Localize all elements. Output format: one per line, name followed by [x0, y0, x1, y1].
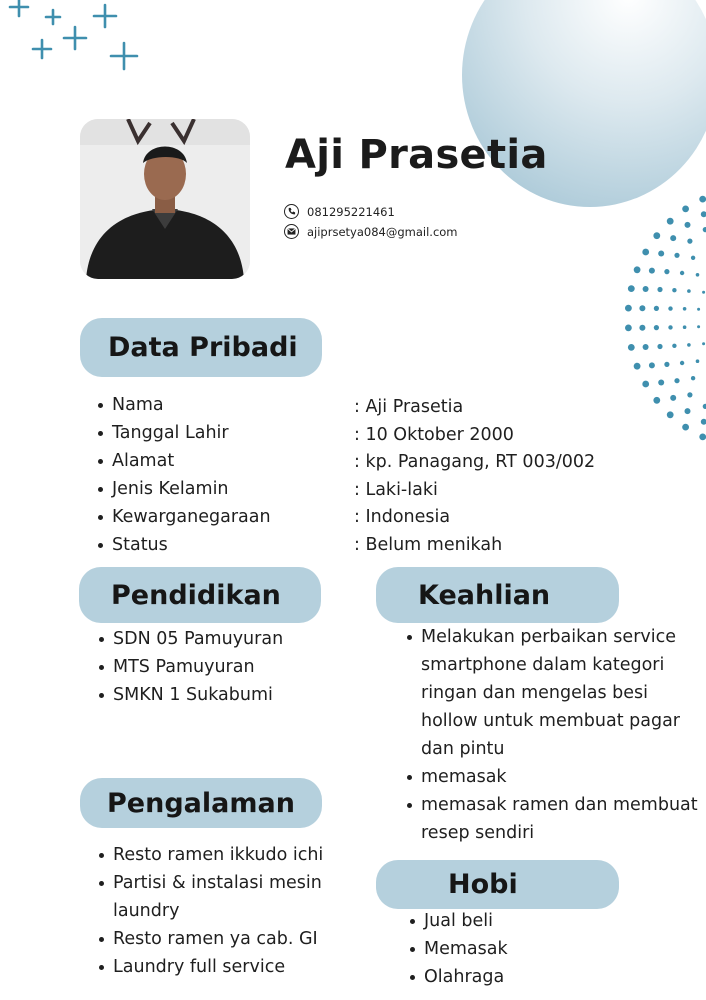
dot-pattern-decoration — [625, 196, 706, 441]
person-name: Aji Prasetia — [285, 132, 548, 178]
education-list — [97, 625, 283, 709]
field-label: Nama — [96, 391, 271, 419]
list-item: Resto ramen ikkudo ichi — [97, 841, 347, 869]
decoration-dot — [670, 235, 676, 241]
decoration-dot — [657, 344, 662, 349]
list-item: Partisi & instalasi mesin laundry — [97, 869, 347, 925]
decoration-dot — [682, 424, 689, 431]
decoration-dot — [702, 342, 705, 345]
decoration-dot — [687, 239, 692, 244]
field-value: : 10 Oktober 2000 — [354, 424, 514, 445]
decoration-dot — [642, 381, 649, 388]
field-label: Status — [96, 531, 271, 559]
decoration-dot — [667, 411, 674, 418]
decoration-dot — [674, 253, 679, 258]
section-title: Keahlian — [418, 579, 551, 611]
section-heading-keahlian — [376, 567, 619, 623]
decoration-dot — [683, 325, 687, 329]
decoration-dot — [687, 392, 692, 397]
decoration-dot — [634, 363, 641, 370]
field-label: Alamat — [96, 447, 271, 475]
decoration-dot — [653, 232, 660, 239]
decoration-dot — [628, 344, 635, 351]
decoration-dot — [668, 306, 672, 310]
decoration-dot — [634, 266, 641, 273]
decoration-dot — [701, 419, 706, 425]
field-label: Jenis Kelamin — [96, 475, 271, 503]
phone-icon — [284, 204, 299, 219]
section-heading-pengalaman — [80, 778, 322, 828]
section-title: Data Pribadi — [108, 332, 298, 363]
personal-data-labels — [96, 391, 271, 559]
decoration-dot — [685, 222, 691, 228]
list-item: MTS Pamuyuran — [97, 653, 283, 681]
decoration-dot — [649, 268, 655, 274]
decoration-dot — [658, 380, 664, 386]
decoration-dot — [643, 344, 649, 350]
decoration-dot — [628, 285, 635, 292]
decoration-dot — [642, 249, 649, 256]
decoration-dot — [672, 344, 676, 348]
decoration-dot — [682, 206, 689, 213]
decoration-dot — [658, 251, 664, 257]
personal-data-values — [354, 394, 595, 559]
decoration-dot — [639, 305, 645, 311]
field-value: : kp. Panagang, RT 003/002 — [354, 452, 596, 472]
list-item: Laundry full service — [97, 953, 347, 981]
list-item: SDN 05 Pamuyuran — [97, 625, 283, 653]
decoration-dot — [668, 325, 672, 329]
decoration-dot — [664, 269, 669, 274]
list-item: Olahraga — [408, 963, 508, 991]
plus-decoration-icon — [10, 0, 137, 69]
field-value: : Laki-laki — [354, 479, 438, 500]
decoration-dot — [685, 408, 691, 414]
decoration-dot — [654, 325, 659, 330]
decoration-dot — [697, 308, 700, 311]
list-item: Memasak — [408, 935, 508, 963]
decoration-dot — [691, 376, 695, 380]
decoration-dot — [649, 362, 655, 368]
list-item: memasak ramen dan membuat resep sendiri — [405, 791, 701, 847]
phone-contact[interactable] — [284, 204, 395, 219]
decoration-dot — [680, 361, 684, 365]
decoration-dot — [674, 378, 679, 383]
decoration-dot — [653, 397, 660, 404]
decoration-dot — [672, 288, 676, 292]
decoration-dot — [683, 307, 687, 311]
section-heading-hobi — [376, 860, 619, 909]
skills-list — [405, 623, 701, 847]
decoration-dot — [687, 343, 691, 347]
field-label: Tanggal Lahir — [96, 419, 271, 447]
decoration-dot — [625, 325, 632, 332]
decoration-dot — [680, 271, 684, 275]
decoration-dot — [643, 286, 649, 292]
email-address: ajiprsetya084@gmail.com — [307, 224, 458, 239]
field-value: : Aji Prasetia — [354, 397, 464, 417]
list-item: Resto ramen ya cab. GI — [97, 925, 347, 953]
field-value: : Belum menikah — [354, 534, 503, 555]
section-heading-data-pribadi — [80, 318, 322, 377]
decoration-dot — [667, 218, 674, 225]
decoration-dot — [670, 395, 676, 401]
decoration-dot — [696, 359, 700, 363]
list-item: Melakukan perbaikan service smartphone dalam kategori ringan dan mengelas besi hollow untuk membuat pagar dan pintu — [405, 623, 701, 763]
decoration-dot — [687, 289, 691, 293]
decoration-dot — [625, 305, 632, 312]
email-contact[interactable] — [284, 224, 458, 239]
section-title: Pengalaman — [107, 787, 295, 819]
experience-list — [97, 841, 347, 981]
decoration-dot — [702, 291, 705, 294]
mail-icon — [284, 224, 299, 239]
list-item: memasak — [405, 763, 701, 791]
decoration-dot — [664, 362, 669, 367]
decoration-dot — [639, 325, 645, 331]
hobby-list — [408, 907, 508, 991]
phone-number: 081295221461 — [307, 204, 395, 219]
decoration-dot — [657, 287, 662, 292]
decoration-dot — [654, 306, 659, 311]
section-title: Pendidikan — [111, 579, 281, 611]
decoration-dot — [699, 196, 706, 203]
field-label: Kewarganegaraan — [96, 503, 271, 531]
decoration-dot — [701, 211, 706, 217]
profile-photo — [80, 119, 250, 279]
list-item: SMKN 1 Sukabumi — [97, 681, 283, 709]
decoration-dot — [691, 256, 695, 260]
section-title: Hobi — [448, 869, 518, 900]
decoration-dot — [696, 273, 700, 277]
field-value: : Indonesia — [354, 507, 451, 527]
list-item: Jual beli — [408, 907, 508, 935]
section-heading-pendidikan — [79, 567, 321, 623]
decoration-dot — [699, 434, 706, 441]
decoration-dot — [697, 325, 700, 328]
